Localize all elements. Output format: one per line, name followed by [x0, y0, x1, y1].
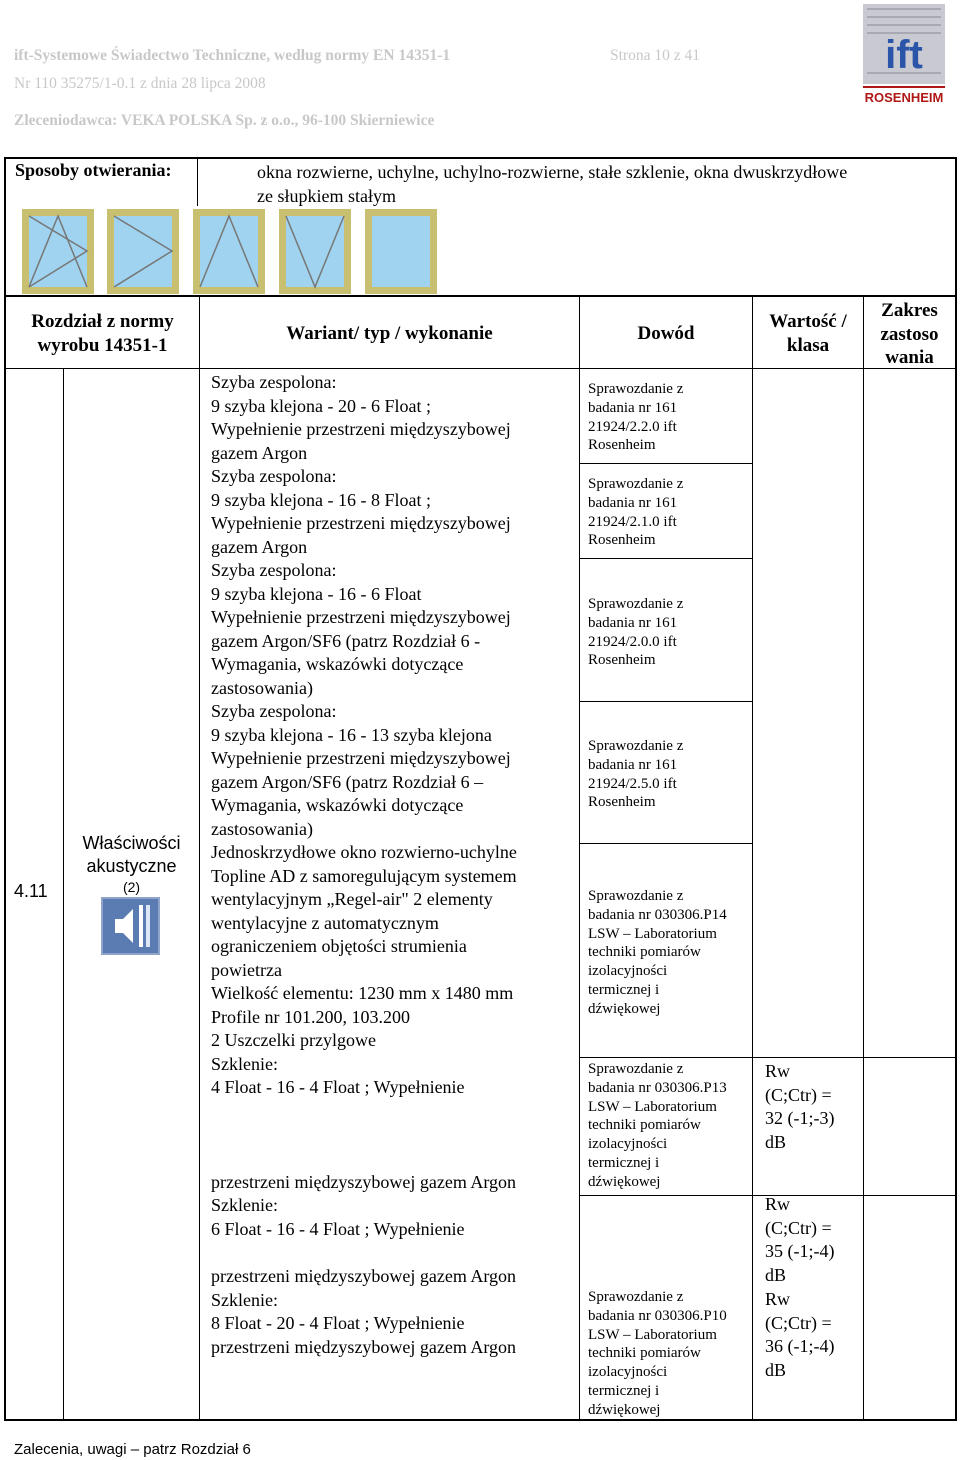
chapter-number: 4.11 [14, 881, 48, 901]
evidence-cell [588, 475, 752, 550]
variant-line: Wypełnienie przestrzeni międzyszybowej [211, 513, 511, 533]
col-header-scope-line: wania [885, 347, 934, 368]
evidence-line: termicznej i [588, 1154, 660, 1171]
variant-line: Szyba zespolona: [211, 372, 337, 392]
evidence-line: izolacyjności [588, 1364, 668, 1381]
evidence-line: Sprawozdanie z [588, 738, 684, 754]
evidence-line: badania nr 161 [588, 614, 678, 631]
property-note: (2) [122, 879, 141, 895]
evidence-line: LSW – Laboratorium [588, 1098, 717, 1115]
evidence-line: badania nr 030306.P13 [588, 1079, 727, 1096]
col-header-value-line: klasa [786, 334, 830, 356]
variant-line: Szklenie: [211, 1053, 278, 1074]
evidence-line: 21924/2.2.0 ift [588, 418, 677, 435]
evidence-cell [588, 380, 752, 455]
evidence-line: dźwiękowej [588, 1000, 661, 1017]
evidence-line: 21924/2.1.0 ift [588, 513, 677, 530]
variant-line: 9 szyba klejona - 16 - 6 Float [211, 583, 422, 604]
col-header-chapter-line: Rozdział z normy [31, 311, 174, 332]
evidence-line: techniki pomiarów [588, 944, 701, 961]
variant-line: Wypełnienie przestrzeni międzyszybowej [211, 419, 511, 439]
tilt-window-icon [193, 209, 265, 294]
variant-line: 2 Uszczelki przylgowe [211, 1030, 376, 1050]
evidence-line: Sprawozdanie z [588, 596, 684, 612]
evidence-line: techniki pomiarów [588, 1345, 701, 1362]
variant-line: gazem Argon [211, 536, 308, 557]
variant-line: gazem Argon/SF6 (patrz Rozdział 6 - [211, 630, 481, 651]
evidence-line: badania nr 030306.P14 [588, 906, 727, 923]
variant-line: gazem Argon [211, 442, 308, 463]
col-header-value [753, 310, 863, 357]
evidence-cell [588, 887, 752, 1019]
variant-line: Wielkość elementu: 1230 mm x 1480 mm [211, 983, 514, 1003]
variant-line: Wypełnienie przestrzeni międzyszybowej [211, 748, 511, 768]
value-line: dB [765, 1131, 787, 1152]
col-header-chapter-line: wyrobu 14351-1 [37, 334, 168, 356]
col-header-scope-line: Zakres [881, 300, 938, 321]
variant-line: Szklenie: [211, 1289, 278, 1310]
value-line: (C;Ctr) = [765, 1312, 832, 1333]
col-header-chapter [6, 310, 199, 357]
variant-line: gazem Argon/SF6 (patrz Rozdział 6 – [211, 771, 484, 792]
evidence-line: Sprawozdanie z [588, 1289, 684, 1305]
variant-line: 4 Float - 16 - 4 Float ; Wypełnienie [211, 1077, 465, 1097]
value-cell [765, 1060, 860, 1154]
evidence-cell [588, 595, 752, 670]
opening-text-line: okna rozwierne, uchylne, uchylno-rozwierne, stałe szklenie, okna dwuskrzydłowe [257, 162, 848, 182]
svg-text:ift: ift [885, 33, 923, 77]
col-header-evidence: Dowód [637, 323, 695, 344]
evidence-cell [588, 1060, 752, 1192]
value-line: Rw [765, 1061, 791, 1081]
value-cell [765, 1288, 860, 1382]
value-line: (C;Ctr) = [765, 1084, 832, 1105]
evidence-line: Sprawozdanie z [588, 1061, 684, 1077]
evidence-line: badania nr 161 [588, 399, 678, 416]
evidence-line: dźwiękowej [588, 1173, 661, 1190]
evidence-line: badania nr 030306.P10 [588, 1307, 727, 1324]
variant-line: Szyba zespolona: [211, 466, 337, 486]
variant-line: Wypełnienie przestrzeni międzyszybowej [211, 607, 511, 627]
fixed-window-icon [365, 209, 437, 294]
ift-logo [861, 2, 947, 105]
value-line: (C;Ctr) = [765, 1217, 832, 1238]
casement-window-icon [107, 209, 179, 294]
variant-line: przestrzeni międzyszybowej gazem Argon [211, 1336, 517, 1357]
evidence-line: Rosenheim [588, 652, 656, 669]
variant-line: Szyba zespolona: [211, 560, 337, 580]
variant-line: powietrza [211, 959, 282, 980]
evidence-line: badania nr 161 [588, 756, 678, 773]
variant-line: 9 szyba klejona - 20 - 6 Float ; [211, 395, 431, 416]
evidence-line: techniki pomiarów [588, 1117, 701, 1134]
evidence-cell [588, 737, 752, 812]
value-line: 35 (-1;-4) [765, 1241, 835, 1261]
opening-text-line: ze słupkiem stałym [257, 186, 396, 206]
evidence-line: 21924/2.5.0 ift [588, 775, 677, 792]
value-line: Rw [765, 1289, 791, 1309]
property-name-line: akustyczne [86, 856, 177, 876]
col-header-variant: Wariant/ typ / wykonanie [286, 323, 493, 344]
property-name [64, 832, 199, 896]
value-line: dB [765, 1264, 787, 1285]
evidence-cell [588, 1288, 752, 1420]
opening-text [257, 160, 847, 208]
evidence-line: Sprawozdanie z [588, 888, 684, 904]
variant-line: 8 Float - 20 - 4 Float ; Wypełnienie [211, 1313, 465, 1333]
variant-line: 9 szyba klejona - 16 - 13 szyba klejona [211, 724, 492, 745]
evidence-line: LSW – Laboratorium [588, 1326, 717, 1343]
doc-title: ift-Systemowe Świadectwo Techniczne, według normy EN 14351-1 [14, 47, 451, 64]
page-number: Strona 10 z 41 [610, 47, 700, 64]
col-header-value-line: Wartość / [769, 311, 847, 332]
variant-line: Profile nr 101.200, 103.200 [211, 1006, 410, 1027]
svg-text:ROSENHEIM: ROSENHEIM [864, 90, 944, 105]
variant-line: 6 Float - 16 - 4 Float ; Wypełnienie [211, 1218, 465, 1239]
certificate-number: Nr 110 35275/1-0.1 z dnia 28 lipca 2008 [14, 75, 266, 92]
variant-line: ograniczeniem objętości strumienia [211, 936, 467, 956]
evidence-line: 21924/2.0.0 ift [588, 633, 677, 650]
value-line: Rw [765, 1194, 791, 1214]
evidence-line: dźwiękowej [588, 1401, 661, 1418]
variant-line: wentylacyjnym „Regel-air" 2 elementy [211, 889, 493, 909]
property-name-line: Właściwości [82, 833, 181, 853]
evidence-line: izolacyjności [588, 1136, 668, 1153]
variant-line: Wymagania, wskazówki dotyczące [211, 654, 464, 674]
variant-line: zastosowania) [211, 677, 313, 698]
value-line: 36 (-1;-4) [765, 1336, 835, 1356]
evidence-line: termicznej i [588, 981, 660, 998]
value-line: 32 (-1;-3) [765, 1108, 835, 1128]
evidence-line: Sprawozdanie z [588, 476, 684, 492]
evidence-line: Sprawozdanie z [588, 381, 684, 397]
variant-line: Topline AD z samoregulującym systemem [211, 865, 517, 886]
footer-note: Zalecenia, uwagi – patrz Rozdział 6 [14, 1441, 251, 1458]
evidence-line: LSW – Laboratorium [588, 925, 717, 942]
variant-line: 9 szyba klejona - 16 - 8 Float ; [211, 489, 431, 510]
variant-column [211, 371, 577, 1359]
col-header-scope [864, 299, 955, 370]
col-header-scope-line: zastoso [880, 323, 939, 345]
variant-line: Szklenie: [211, 1195, 278, 1215]
evidence-line: Rosenheim [588, 437, 656, 454]
variant-line: wentylacyjne z automatycznym [211, 912, 439, 933]
value-line: dB [765, 1359, 787, 1380]
value-cell [765, 1193, 860, 1287]
client-line: Zleceniodawca: VEKA POLSKA Sp. z o.o., 96-100 Skierniewice [14, 112, 435, 129]
tilt-window-icon-2 [279, 209, 351, 294]
evidence-line: Rosenheim [588, 794, 656, 811]
evidence-line: izolacyjności [588, 963, 668, 980]
variant-line: Szyba zespolona: [211, 701, 337, 721]
evidence-line: Rosenheim [588, 532, 656, 549]
variant-line: przestrzeni międzyszybowej gazem Argon [211, 1266, 517, 1286]
opening-label: Sposoby otwierania: [15, 160, 172, 180]
evidence-line: badania nr 161 [588, 494, 678, 511]
acoustic-icon [101, 897, 160, 955]
evidence-line: termicznej i [588, 1382, 660, 1399]
variant-line: Wymagania, wskazówki dotyczące [211, 795, 464, 815]
variant-line: zastosowania) [211, 818, 313, 839]
casement-tilt-window-icon [22, 209, 94, 294]
variant-line: przestrzeni międzyszybowej gazem Argon [211, 1171, 517, 1192]
variant-line: Jednoskrzydłowe okno rozwierno-uchylne [211, 842, 517, 862]
